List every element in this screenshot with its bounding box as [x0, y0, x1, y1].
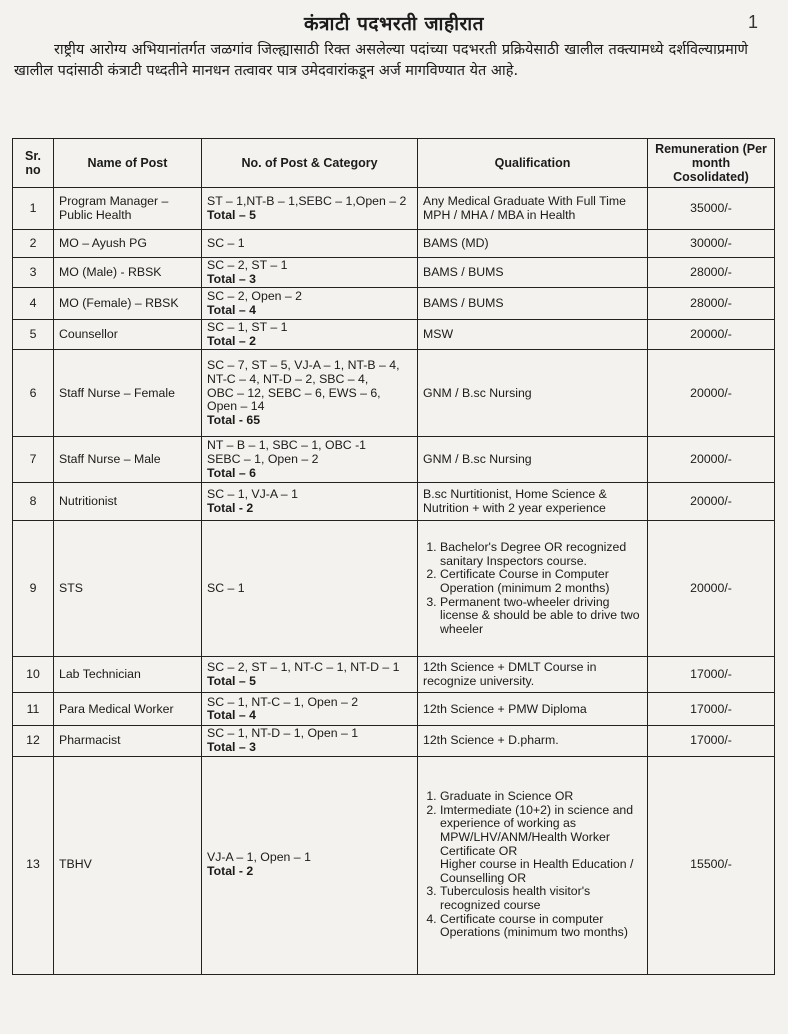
cell-remuneration: 35000/- [648, 188, 775, 230]
qualification-line: BAMS / BUMS [423, 264, 504, 279]
header-name-of-post: Name of Post [54, 139, 202, 188]
cell-sr-no: 4 [13, 288, 54, 320]
cell-remuneration: 28000/- [648, 288, 775, 320]
header-no-of-post-category: No. of Post & Category [202, 139, 418, 188]
qualification-line: GNM / B.sc Nursing [423, 452, 532, 467]
qualification-item: 2. Imtermediate (10+2) in science and experience of working as MPW/LHV/ANM/Health Worker Certificate OR Higher course in Health Education / Counselling OR [440, 804, 642, 886]
cell-qualification [418, 230, 648, 258]
qualification-line: 12th Science + D.pharm. [423, 733, 559, 748]
cell-remuneration: 20000/- [648, 483, 775, 521]
cell-post-name: Lab Technician [54, 657, 202, 693]
qualification-extra: Higher course in Health Education / Counselling OR [440, 857, 634, 885]
header-sr-no: Sr. no [13, 139, 54, 188]
table-row [13, 726, 775, 756]
page-number: 1 [747, 12, 758, 32]
cell-sr-no: 6 [13, 350, 54, 437]
cell-qualification [418, 320, 648, 350]
cell-post-category [202, 188, 418, 230]
category-line: SC – 7, ST – 5, VJ-A – 1, NT-B – 4, [207, 358, 400, 373]
cell-post-category [202, 437, 418, 483]
cell-qualification [418, 437, 648, 483]
qualification-item: 4. Certificate course in computer Operations (minimum two months) [440, 913, 642, 940]
cell-post-name: STS [54, 521, 202, 657]
qualification-item: 1. Bachelor's Degree OR recognized sanitary Inspectors course. [440, 541, 642, 568]
cell-remuneration: 28000/- [648, 258, 775, 288]
cell-qualification [418, 693, 648, 726]
cell-post-name: MO (Female) – RBSK [54, 288, 202, 320]
qualification-line: MSW [423, 326, 454, 341]
vacancy-table [12, 138, 775, 975]
category-line: SC – 2, ST – 1 [207, 258, 288, 272]
cell-sr-no: 12 [13, 726, 54, 756]
category-total: Total - 2 [207, 500, 254, 515]
qualification-line: GNM / B.sc Nursing [423, 385, 532, 400]
cell-sr-no: 1 [13, 188, 54, 230]
category-line: VJ-A – 1, Open – 1 [207, 850, 311, 865]
category-line: SC – 1, NT-C – 1, Open – 2 [207, 694, 359, 709]
cell-post-category [202, 657, 418, 693]
qualification-list [423, 790, 642, 940]
cell-qualification [418, 258, 648, 288]
cell-sr-no: 10 [13, 657, 54, 693]
cell-sr-no: 11 [13, 693, 54, 726]
table-row [13, 521, 775, 657]
category-total: Total - 65 [207, 412, 261, 427]
category-total: Total – 2 [207, 333, 256, 348]
cell-qualification [418, 483, 648, 521]
table-row [13, 258, 775, 288]
category-total: Total – 6 [207, 465, 256, 480]
category-line: OBC – 12, SEBC – 6, EWS – 6, [207, 385, 381, 400]
category-total: Total - 2 [207, 864, 254, 879]
category-total: Total – 4 [207, 302, 256, 317]
category-line: SC – 2, ST – 1, NT-C – 1, NT-D – 1 [207, 660, 400, 675]
qualification-item: 2. Certificate Course in Computer Operation (minimum 2 months) [440, 568, 642, 595]
cell-qualification [418, 756, 648, 974]
table-row [13, 657, 775, 693]
qualification-line: Any Medical Graduate With Full Time MPH / MHA / MBA in Health [423, 193, 626, 222]
cell-post-name: Nutritionist [54, 483, 202, 521]
qualification-line: B.sc Nurtitionist, Home Science & Nutrition + with 2 year experience [423, 487, 607, 515]
cell-post-name: Counsellor [54, 320, 202, 350]
cell-post-name: Para Medical Worker [54, 693, 202, 726]
header-remuneration: Remuneration (Per month Cosolidated) [648, 139, 775, 188]
qualification-item: 3. Tuberculosis health visitor's recognized course [440, 885, 642, 912]
cell-post-category [202, 521, 418, 657]
cell-remuneration: 17000/- [648, 693, 775, 726]
cell-post-category [202, 693, 418, 726]
qualification-line: 12th Science + PMW Diploma [423, 701, 587, 716]
qualification-line: 12th Science + DMLT Course in recognize university. [423, 660, 597, 688]
cell-post-category [202, 483, 418, 521]
cell-remuneration: 20000/- [648, 437, 775, 483]
cell-remuneration: 20000/- [648, 350, 775, 437]
qualification-line: BAMS / BUMS [423, 295, 504, 310]
qualification-line: BAMS (MD) [423, 235, 489, 250]
category-line: NT – B – 1, SBC – 1, OBC -1 [207, 438, 367, 453]
cell-qualification [418, 521, 648, 657]
category-line: SC – 1 [207, 235, 245, 250]
category-line: SC – 1, ST – 1 [207, 320, 288, 335]
cell-qualification [418, 350, 648, 437]
table-header-row [13, 139, 775, 188]
cell-sr-no: 2 [13, 230, 54, 258]
qualification-item: 1. Graduate in Science OR [440, 790, 642, 804]
category-total: Total – 3 [207, 271, 256, 286]
category-line: SEBC – 1, Open – 2 [207, 452, 319, 467]
cell-post-name: MO (Male) - RBSK [54, 258, 202, 288]
cell-sr-no: 3 [13, 258, 54, 288]
qualification-item: 3. Permanent two-wheeler driving license & should be able to drive two wheeler [440, 596, 642, 637]
category-line: ST – 1,NT-B – 1,SEBC – 1,Open – 2 [207, 193, 407, 208]
table-row [13, 483, 775, 521]
cell-post-category [202, 230, 418, 258]
category-line: Open – 14 [207, 399, 265, 414]
qualification-list [423, 541, 642, 636]
page-title: कंत्राटी पदभरती जाहीरात [303, 13, 485, 35]
table-row [13, 288, 775, 320]
table-row [13, 350, 775, 437]
table-body [13, 188, 775, 975]
cell-post-name: Staff Nurse – Female [54, 350, 202, 437]
cell-sr-no: 9 [13, 521, 54, 657]
category-total: Total – 5 [207, 207, 256, 222]
category-total: Total – 4 [207, 708, 256, 723]
table-row [13, 756, 775, 974]
cell-qualification [418, 726, 648, 756]
cell-qualification [418, 188, 648, 230]
cell-qualification [418, 288, 648, 320]
cell-post-category [202, 258, 418, 288]
cell-remuneration: 15500/- [648, 756, 775, 974]
cell-post-name: Staff Nurse – Male [54, 437, 202, 483]
intro-paragraph: राष्ट्रीय आरोग्य अभियानांतर्गत जळगांव जिल्ह्यासाठी रिक्त असलेल्या पदांच्या पदभरती प्रक्रियेसाठी खालील तक्त्यामध्ये दर्शविल्याप्रमाणे खालील पदांसाठी कंत्राटी पध्दतीने मानधन तत्वावर पात्र उमेदवारांकडून अर्ज मागविण्यात येत आहे. [14, 42, 748, 79]
cell-remuneration: 20000/- [648, 521, 775, 657]
cell-post-category [202, 320, 418, 350]
table-row [13, 693, 775, 726]
category-line: SC – 1 [207, 581, 245, 596]
cell-post-category [202, 350, 418, 437]
table-row [13, 320, 775, 350]
category-total: Total – 5 [207, 673, 256, 688]
cell-post-category [202, 756, 418, 974]
cell-post-name: Program Manager – Public Health [54, 188, 202, 230]
cell-post-category [202, 288, 418, 320]
cell-sr-no: 13 [13, 756, 54, 974]
table-row [13, 437, 775, 483]
category-line: NT-C – 4, NT-D – 2, SBC – 4, [207, 371, 369, 386]
cell-remuneration: 17000/- [648, 726, 775, 756]
table-row [13, 188, 775, 230]
cell-post-name: MO – Ayush PG [54, 230, 202, 258]
header-qualification: Qualification [418, 139, 648, 188]
cell-post-category [202, 726, 418, 756]
cell-qualification [418, 657, 648, 693]
cell-remuneration: 17000/- [648, 657, 775, 693]
category-line: SC – 1, VJ-A – 1 [207, 487, 298, 502]
category-total: Total – 3 [207, 739, 256, 754]
table-row [13, 230, 775, 258]
category-line: SC – 1, NT-D – 1, Open – 1 [207, 726, 359, 741]
cell-post-name: Pharmacist [54, 726, 202, 756]
cell-remuneration: 30000/- [648, 230, 775, 258]
cell-sr-no: 8 [13, 483, 54, 521]
cell-post-name: TBHV [54, 756, 202, 974]
category-line: SC – 2, Open – 2 [207, 289, 303, 304]
cell-remuneration: 20000/- [648, 320, 775, 350]
cell-sr-no: 5 [13, 320, 54, 350]
cell-sr-no: 7 [13, 437, 54, 483]
